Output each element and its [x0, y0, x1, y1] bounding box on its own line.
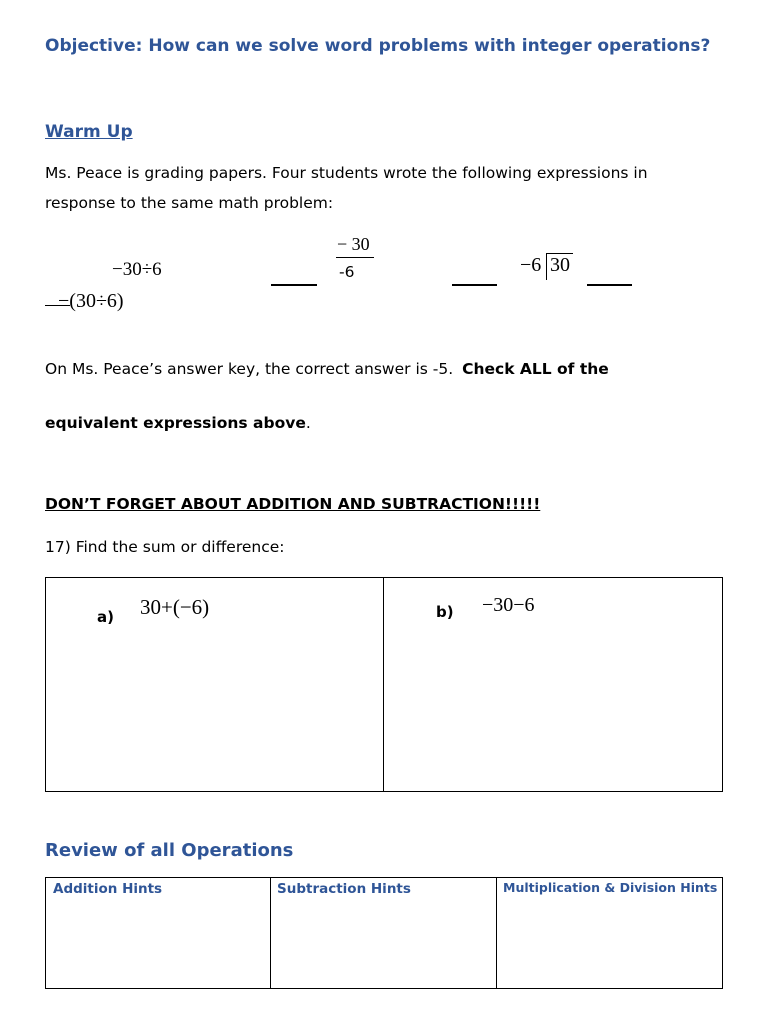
equivalent-expressions-instruction: equivalent expressions above — [45, 414, 306, 432]
fraction-bar — [336, 257, 374, 258]
answer-blank-3[interactable] — [587, 284, 632, 286]
reminder-heading: DON’T FORGET ABOUT ADDITION AND SUBTRACTION!!!!! — [45, 495, 541, 513]
subtraction-hints-header: Subtraction Hints — [277, 881, 411, 897]
expression-2-denominator: -6 — [339, 263, 355, 281]
answer-key-statement — [45, 360, 609, 378]
expression-2-numerator: − 30 — [337, 234, 370, 254]
expression-3-dividend: 30 — [550, 254, 570, 276]
answer-key-statement-line2 — [45, 414, 311, 432]
expression-4: −(30÷6) — [58, 290, 124, 312]
part-a-expression: 30+(−6) — [140, 595, 210, 619]
answer-blank-1[interactable] — [271, 284, 317, 286]
part-a-work-area[interactable] — [100, 640, 370, 780]
warmup-intro-line2: response to the same math problem: — [45, 194, 334, 212]
part-b-work-area[interactable] — [440, 640, 710, 780]
answer-blank-2[interactable] — [452, 284, 497, 286]
expression-3-divisor: −6 — [520, 254, 542, 276]
review-divider-1 — [270, 877, 271, 988]
check-all-instruction: Check ALL of the — [462, 360, 609, 378]
answer-key-text: On Ms. Peace’s answer key, the correct answer is -5. — [45, 360, 454, 378]
warmup-title: Warm Up — [45, 122, 133, 142]
problem-17-divider — [383, 577, 384, 791]
part-a-label: a) — [97, 608, 114, 626]
objective-heading: Objective: How can we solve word problems with integer operations? — [45, 36, 711, 56]
part-b-expression: −30−6 — [482, 594, 535, 616]
problem-17-prompt: 17) Find the sum or difference: — [45, 538, 285, 556]
review-title: Review of all Operations — [45, 840, 294, 861]
period: . — [305, 414, 311, 432]
review-divider-2 — [496, 877, 497, 988]
part-b-label: b) — [436, 603, 454, 621]
addition-hints-header: Addition Hints — [53, 881, 163, 897]
expression-1: −30÷6 — [112, 259, 162, 280]
multiplication-division-hints-header: Multiplication & Division Hints — [503, 880, 718, 895]
warmup-intro-line1: Ms. Peace is grading papers. Four students wrote the following expressions in — [45, 164, 648, 182]
